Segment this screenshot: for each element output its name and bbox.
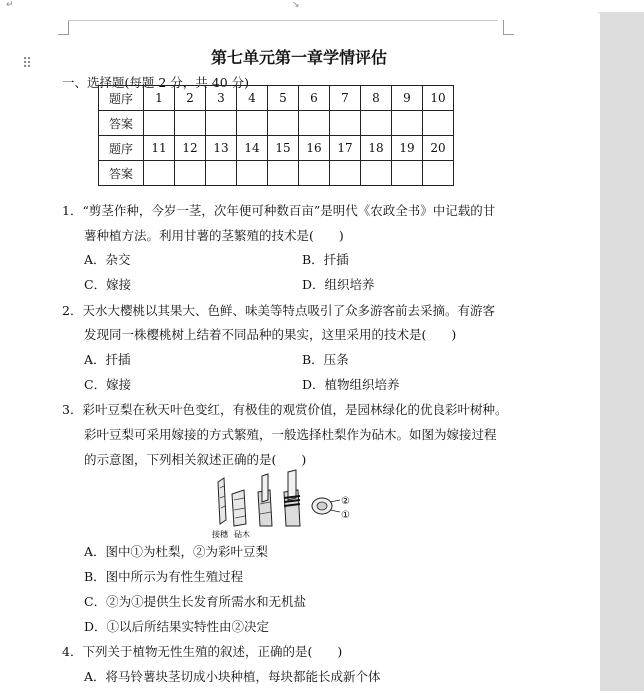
- answer-cell[interactable]: [144, 161, 175, 186]
- grafting-diagram: [210, 468, 360, 540]
- scion-stick: [218, 478, 226, 524]
- question-3-stem-line-3: 的示意图，下列相关叙述正确的是( ): [84, 452, 307, 467]
- return-mark-icon: ↵: [6, 0, 14, 10]
- table-header-cell: 题序: [99, 86, 144, 111]
- table-cell: 6: [299, 86, 330, 111]
- question-1-option-c: C．嫁接: [84, 277, 132, 292]
- question-3-option-a: A．图中①为杜梨，②为彩叶豆梨: [84, 544, 269, 559]
- grafted-stage-2: [284, 470, 300, 526]
- question-2-option-b: B．压条: [302, 352, 349, 367]
- answer-cell[interactable]: [392, 161, 423, 186]
- side-panel: [600, 12, 644, 691]
- cross-section: [312, 498, 340, 514]
- question-3-option-b: B．图中所示为有性生殖过程: [84, 569, 244, 584]
- table-cell: 8: [361, 86, 392, 111]
- table-cell: 18: [361, 136, 392, 161]
- answer-cell[interactable]: [299, 161, 330, 186]
- label-mark-2: ②: [341, 496, 350, 507]
- question-3-stem-line-1: 3．彩叶豆梨在秋天叶色变红，有极佳的观赏价值，是园林绿化的优良彩叶树种。: [62, 402, 508, 417]
- answer-cell[interactable]: [144, 111, 175, 136]
- answer-table: [98, 85, 454, 186]
- question-2-stem-line-1: 2．天水大樱桃以其果大、色鲜、味美等特点吸引了众多游客前去采摘。有游客: [62, 303, 495, 318]
- margin-corner-top-right: [503, 20, 514, 35]
- grafted-stage-1: [258, 474, 272, 526]
- page-title: 第七单元第一章学情评估: [210, 48, 387, 67]
- label-stock: 砧木: [234, 530, 250, 539]
- grafting-illustration: [210, 468, 360, 540]
- header-line: [68, 20, 498, 21]
- table-header-cell: 题序: [99, 136, 144, 161]
- question-2-stem-line-2: 发现同一株樱桃树上结着不同品种的果实，这里采用的技术是( ): [84, 327, 457, 342]
- stock-stump: [232, 490, 246, 526]
- table-cell: 7: [330, 86, 361, 111]
- table-cell: 19: [392, 136, 423, 161]
- table-cell: 10: [423, 86, 454, 111]
- answer-cell[interactable]: [206, 161, 237, 186]
- question-1-stem-line-1: 1．“剪茎作种，今岁一茎，次年便可种数百亩”是明代《农政全书》中记载的甘: [62, 203, 496, 218]
- question-2-option-d: D．植物组织培养: [302, 377, 400, 392]
- answer-cell[interactable]: [423, 111, 454, 136]
- margin-corner-top-left: [58, 20, 69, 35]
- question-3-option-d: D．①以后所结果实特性由②决定: [84, 619, 270, 634]
- table-cell: 2: [175, 86, 206, 111]
- table-header-cell: 答案: [99, 161, 144, 186]
- return-mark-icon: ↘: [292, 0, 300, 10]
- question-4-option-a: A．将马铃薯块茎切成小块种植，每块都能长成新个体: [84, 669, 381, 684]
- table-cell: 17: [330, 136, 361, 161]
- question-4-stem-line-1: 4．下列关于植物无性生殖的叙述，正确的是( ): [62, 644, 343, 659]
- answer-cell[interactable]: [237, 161, 268, 186]
- answer-cell[interactable]: [268, 111, 299, 136]
- table-row: [99, 111, 454, 136]
- table-cell: 13: [206, 136, 237, 161]
- answer-cell[interactable]: [361, 161, 392, 186]
- table-cell: 14: [237, 136, 268, 161]
- table-row: [99, 86, 454, 111]
- answer-cell[interactable]: [206, 111, 237, 136]
- table-cell: 12: [175, 136, 206, 161]
- answer-cell[interactable]: [268, 161, 299, 186]
- table-cell: 4: [237, 86, 268, 111]
- question-2-option-a: A．扦插: [84, 352, 131, 367]
- table-cell: 1: [144, 86, 175, 111]
- table-cell: 15: [268, 136, 299, 161]
- question-1-option-a: A．杂交: [84, 252, 131, 267]
- table-cell: 16: [299, 136, 330, 161]
- answer-cell[interactable]: [175, 111, 206, 136]
- answer-cell[interactable]: [330, 161, 361, 186]
- table-cell: 5: [268, 86, 299, 111]
- answer-cell[interactable]: [175, 161, 206, 186]
- table-header-cell: 答案: [99, 111, 144, 136]
- question-1-option-d: D．组织培养: [302, 277, 375, 292]
- question-1-stem-line-2: 薯种植方法。利用甘薯的茎繁殖的技术是( ): [84, 228, 344, 243]
- answer-cell[interactable]: [423, 161, 454, 186]
- table-cell: 9: [392, 86, 423, 111]
- table-cell: 20: [423, 136, 454, 161]
- section-heading: 一、选择题(每题 2 分，共 40 分): [62, 75, 250, 90]
- question-3-stem-line-2: 彩叶豆梨可采用嫁接的方式繁殖，一般选择杜梨作为砧木。如图为嫁接过程: [84, 427, 497, 442]
- question-1-option-b: B．扦插: [302, 252, 349, 267]
- answer-cell[interactable]: [237, 111, 268, 136]
- question-3-option-c: C．②为①提供生长发育所需水和无机盐: [84, 594, 307, 609]
- label-mark-1: ①: [341, 510, 350, 521]
- label-scion: 接穗: [212, 530, 228, 539]
- table-row: [99, 161, 454, 186]
- table-row: [99, 136, 454, 161]
- answer-cell[interactable]: [392, 111, 423, 136]
- answer-cell[interactable]: [361, 111, 392, 136]
- question-2-option-c: C．嫁接: [84, 377, 132, 392]
- answer-cell[interactable]: [330, 111, 361, 136]
- table-cell: 3: [206, 86, 237, 111]
- drag-handle-icon[interactable]: ⠿: [22, 56, 32, 72]
- answer-cell[interactable]: [299, 111, 330, 136]
- table-cell: 11: [144, 136, 175, 161]
